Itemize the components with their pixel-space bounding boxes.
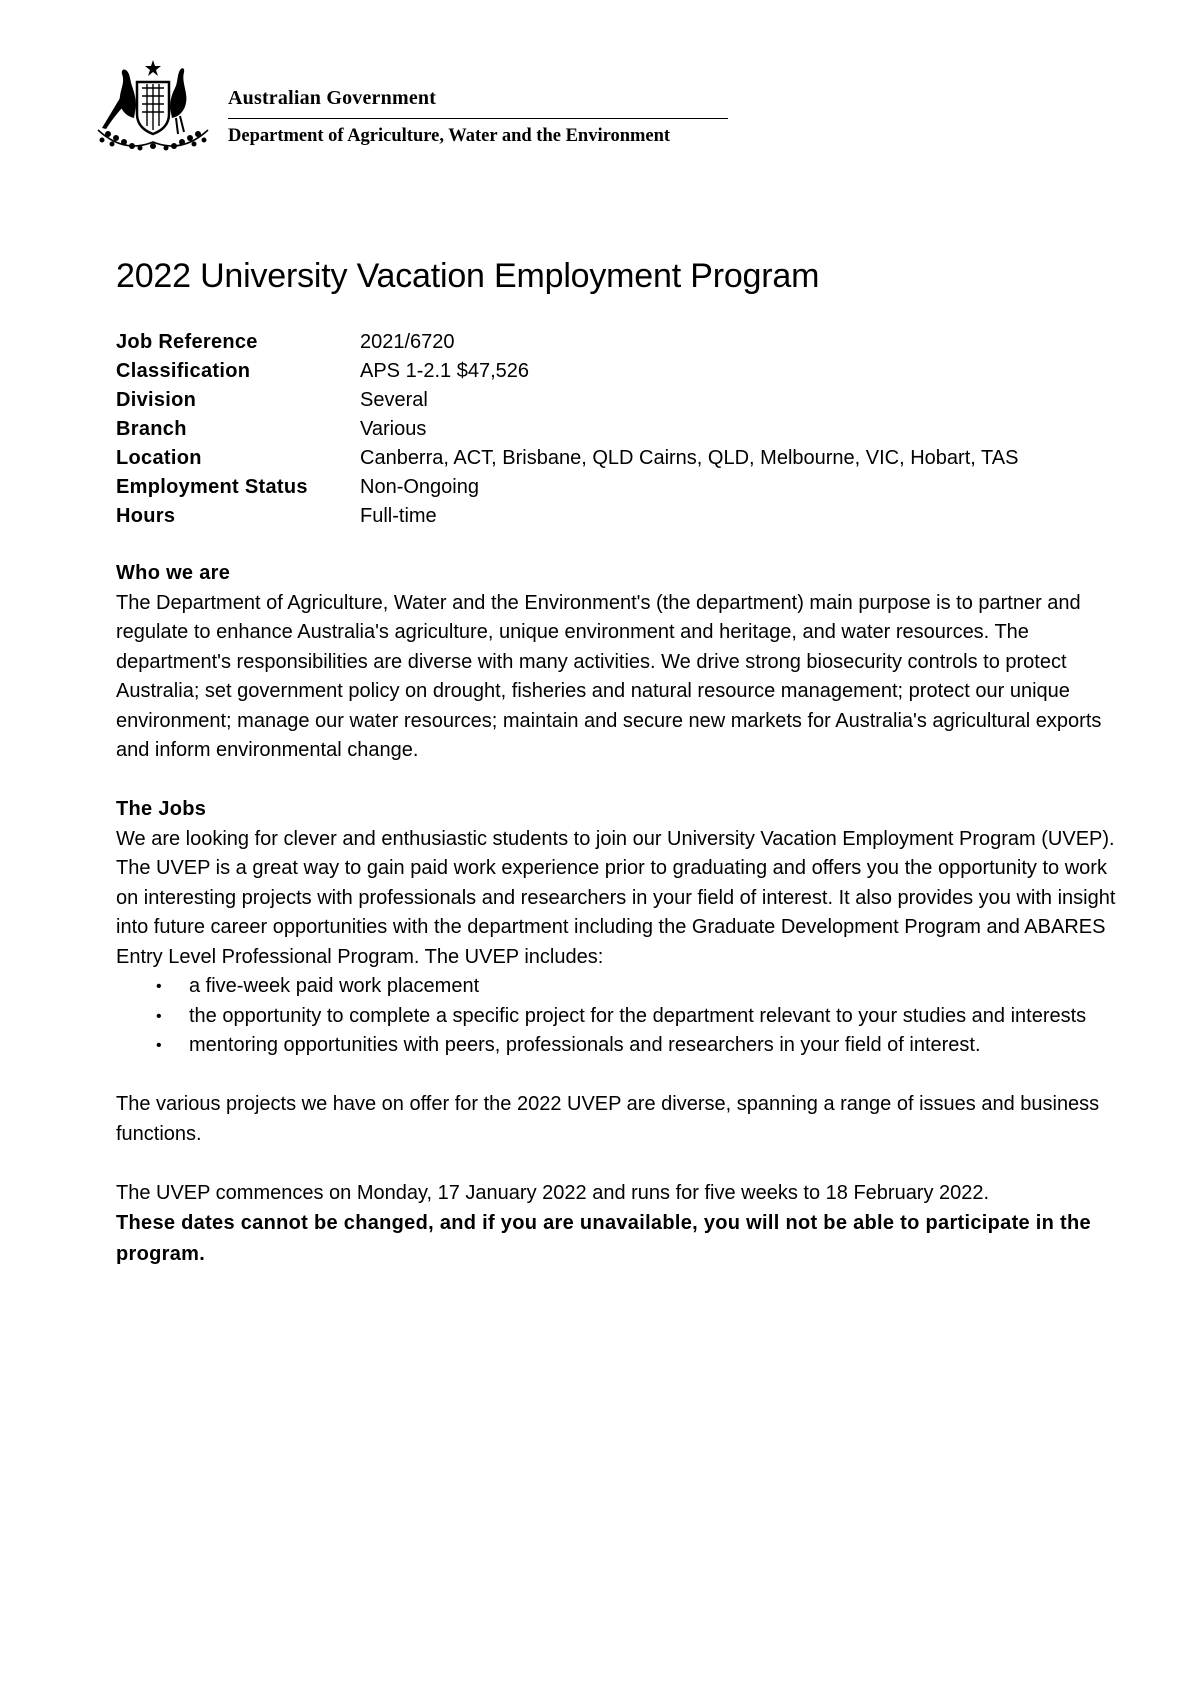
page-title: 2022 University Vacation Employment Program: [116, 257, 820, 295]
job-details-table: [116, 328, 1116, 531]
detail-value: Canberra, ACT, Brisbane, QLD Cairns, QLD, Melbourne, VIC, Hobart, TAS: [360, 447, 1019, 469]
detail-row-classification: [116, 357, 1116, 386]
spacer: [116, 1061, 1116, 1091]
detail-value: APS 1-2.1 $47,526: [360, 360, 530, 382]
who-we-are-paragraph: The Department of Agriculture, Water and the Environment's (the department) main purpose is to partner and regulate to enhance Australia's agriculture, unique environment and heritage, and water resources. The department's responsibilities are diverse with many activities. We drive strong biosecurity controls to protect Australia; set government policy on drought, fisheries and natural resource management; protect our unique environment; manage our water resources; maintain and secure new markets for Australia's agricultural exports and inform environmental change.: [116, 591, 1102, 761]
commonwealth-coat-of-arms-icon: [94, 58, 212, 154]
list-item: [116, 972, 1116, 1002]
letterhead: [94, 58, 734, 158]
letterhead-divider: [228, 118, 728, 119]
detail-row-branch: [116, 415, 1116, 444]
detail-label: Classification: [116, 360, 251, 382]
list-item-text: a five-week paid work placement: [189, 975, 480, 997]
detail-row-hours: [116, 502, 1116, 531]
detail-row-division: [116, 386, 1116, 415]
department-name: Department of Agriculture, Water and the Environment: [228, 126, 671, 146]
uvep-includes-list: [116, 972, 1116, 1061]
detail-label: Location: [116, 447, 202, 469]
detail-label: Employment Status: [116, 476, 308, 498]
who-we-are-heading: Who we are: [116, 562, 231, 584]
detail-label: Hours: [116, 505, 176, 527]
bullet-icon: •: [156, 978, 162, 995]
detail-value: Full-time: [360, 505, 437, 527]
detail-row-location: [116, 444, 1116, 473]
detail-value: 2021/6720: [360, 331, 455, 353]
bullet-icon: •: [156, 1037, 162, 1054]
document-body: [116, 256, 1116, 1269]
spacer: [116, 766, 1116, 796]
the-jobs-paragraph: We are looking for clever and enthusiastic students to join our University Vacation Employment Program (UVEP). The UVEP is a great way to gain paid work experience prior to graduating and offers you the opportunity to work on interesting projects with professionals and researchers in your field of interest. It also provides you with insight into future career opportunities with the department including the Graduate Development Program and ABARES Entry Level Professional Program. The UVEP includes:: [116, 827, 1116, 968]
detail-row-employment-status: [116, 473, 1116, 502]
detail-value: Various: [360, 418, 427, 440]
dates-warning: These dates cannot be changed, and if you are unavailable, you will not be able to participate in the program.: [116, 1212, 1091, 1265]
the-jobs-heading: The Jobs: [116, 798, 207, 820]
detail-label: Division: [116, 389, 197, 411]
detail-value: Several: [360, 389, 428, 411]
dates-paragraph: The UVEP commences on Monday, 17 January 2022 and runs for five weeks to 18 February 2022.: [116, 1181, 990, 1204]
organisation-name: Australian Government: [228, 87, 437, 109]
list-item-text: mentoring opportunities with peers, professionals and researchers in your field of interest.: [189, 1034, 981, 1056]
projects-paragraph: The various projects we have on offer for the 2022 UVEP are diverse, spanning a range of issues and business functions.: [116, 1093, 1100, 1145]
spacer: [116, 1149, 1116, 1179]
detail-label: Branch: [116, 418, 187, 440]
detail-row-job-reference: [116, 328, 1116, 357]
list-item-text: the opportunity to complete a specific project for the department relevant to your studies and interests: [189, 1004, 1087, 1027]
list-item: [116, 1002, 1116, 1032]
detail-label: Job Reference: [116, 331, 258, 353]
list-item: [116, 1031, 1116, 1061]
detail-value: Non-Ongoing: [360, 476, 479, 498]
bullet-icon: •: [156, 1007, 162, 1025]
